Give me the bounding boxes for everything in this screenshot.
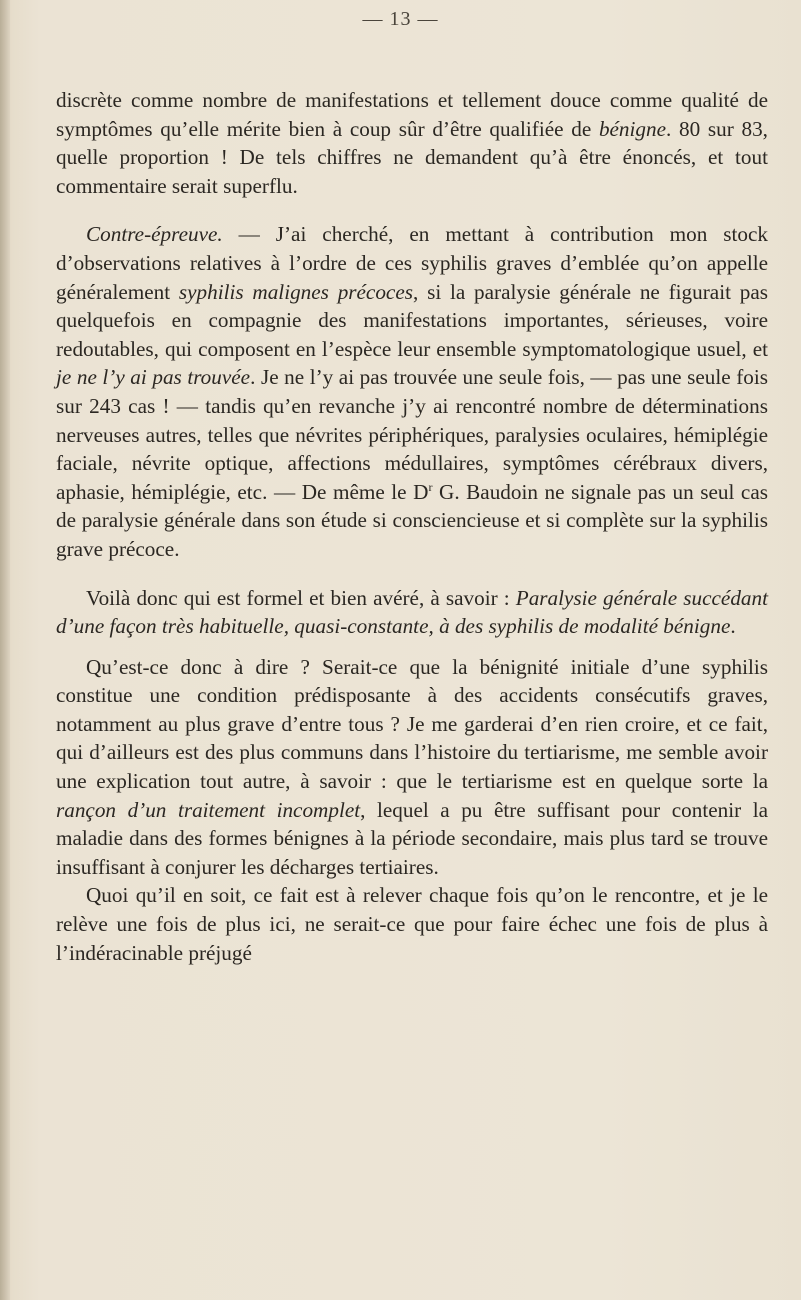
paragraph-5: Quoi qu’il en soit, ce fait est à relever chaque fois qu’on le rencontre, et je le relève une fois de plus ici, ne serait-ce que pour faire échec une fois de plus à l’indéracinable préjugé: [56, 883, 768, 965]
paragraph-2-text-a: — J’ai cherché, en mettant à contribution mon stock d’observations relatives à l’ordre de ces syphilis graves d’emblée qu’on appelle généralement: [56, 222, 768, 304]
paragraph-2-italic-1: syphilis malignes précoces: [178, 279, 413, 304]
paragraph-3-text: Voilà donc qui est formel et bien avéré, à savoir :: [86, 585, 516, 610]
paragraph-gap: [56, 200, 768, 220]
paragraph-4-text-a: Qu’est-ce donc à dire ? Serait-ce que la bénignité initiale d’une syphilis constitue une condition prédisposante à des accidents consécutifs graves, notamment au plus grave d’entre tous ? Je me garderai d’en rien croire, et ce fait, qui d’ailleurs est des plus communs dans l’histoire du tertiarisme, me semble avoir une explication tout autre, à savoir : que le tertiarisme est en quelque sorte la: [56, 654, 768, 794]
paragraph-2: [56, 220, 768, 563]
page-number: — 13 —: [362, 8, 439, 30]
paragraph-2-text-c: . Je ne l’y ai pas trouvée une seule fois, — pas une seule fois sur 243 cas ! — tandis qu’en revanche j’y ai rencontré nombre de déterminations nerveuses autres, telles que névrites périphériques, paralysies oculaires, hémiplégie faciale, névrite optique, affections médullaires, symptômes cérébraux divers, aphasie, hémiplégie, etc. — De même le D: [56, 365, 768, 504]
paragraph-4: [56, 653, 768, 882]
page-binding-edge: [0, 0, 10, 1300]
doctor-abbrev-superscript: r: [428, 479, 433, 494]
paragraph-1-italic: bénigne: [598, 116, 667, 141]
paragraph-3: [56, 584, 768, 641]
paragraph-1-end: . 80 sur 83, quelle proportion ! De tels chiffres ne demandent qu’à être énoncés, et tout commentaire serait superflu.: [56, 116, 768, 198]
page-body-text: [56, 86, 768, 967]
paragraph-3-end: .: [730, 614, 736, 639]
paragraph-1-text: discrète comme nombre de manifestations et tellement douce comme qualité de symptômes qu’elle mérite bien à coup sûr d’être qualifiée de: [56, 88, 768, 141]
section-heading-contre-epreuve: Contre-épreuve.: [86, 222, 223, 247]
paragraph-gap: [56, 564, 768, 584]
paragraph-2-text-b: , si la paralysie générale ne figurait pas quelquefois en compagnie des manifestations importantes, sérieuses, voire redoutables, qui composent en l’espèce leur ensemble symptomatologique usuel, et: [56, 279, 768, 361]
paragraph-gap: [56, 641, 768, 653]
paragraph-4-italic: rançon d’un traitement incomplet: [56, 797, 361, 822]
paragraph-3-italic: Paralysie générale succédant d’une façon très habituelle, quasi-constante, à des syphilis de modalité bénigne: [56, 585, 769, 639]
paragraph-1: [56, 86, 768, 200]
paragraph-2-text-d: G. Baudoin ne signale pas un seul cas de paralysie générale dans son étude si consciencieuse et si complète sur la syphilis grave précoce.: [56, 479, 768, 561]
paragraph-2-italic-2: je ne l’y ai pas trouvée: [56, 365, 251, 390]
paragraph-4-text-b: , lequel a pu être suffisant pour contenir la maladie dans des formes bénignes à la période secondaire, mais plus tard se trouve insuffisant à conjurer les décharges tertiaires.: [56, 797, 768, 879]
